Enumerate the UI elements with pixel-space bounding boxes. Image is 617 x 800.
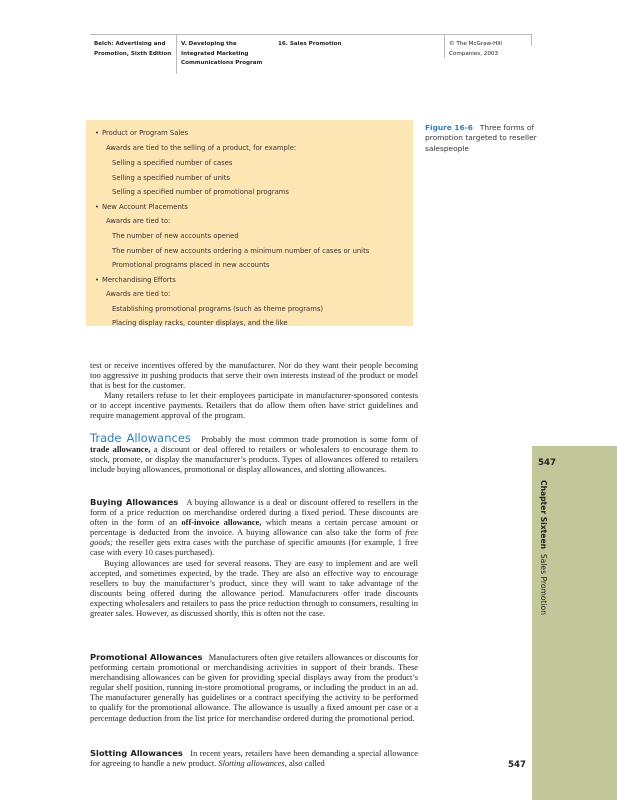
- subsection-heading: Buying Allowances: [90, 497, 179, 507]
- subsection-heading: Slotting Allowances: [90, 748, 183, 758]
- figure-subline: Selling a specified number of promotional programs: [112, 188, 289, 196]
- running-header: [90, 34, 532, 74]
- figure-bullet: • New Account Placements: [102, 203, 188, 211]
- header-chapter-title: 16. Sales Promotion: [278, 41, 342, 47]
- side-page-number: 547: [538, 458, 556, 468]
- section-heading: Trade Allowances: [90, 431, 191, 445]
- header-part-title: V. Developing the Integrated Marketing Communications Program: [176, 34, 274, 74]
- paragraph: test or receive incentives offered by the manufacturer. Nor do they want their people becoming too aggressive in pushing products that serve their own interests instead of the product or model that is best for the customer.: [90, 360, 418, 391]
- figure-label: Figure 16-6: [425, 123, 473, 132]
- trade-allowances-section: Trade Allowances Probably the most common trade promotion is some form of trade allowance, a discount or deal offered to retailers or wholesalers to encourage them to stock, promote, or display the manufacturer’s products. Types of allowances offered to retailers include buying allowances, promotional or display allowances, and slotting allowances.: [90, 431, 418, 475]
- emphasis: Slotting allowances,: [218, 758, 287, 769]
- page-number: 547: [508, 760, 526, 770]
- figure-subline: The number of new accounts opened: [112, 232, 239, 240]
- figure-line: Awards are tied to:: [106, 217, 171, 225]
- paragraph: Buying allowances are used for several reasons. They are easy to implement and are well accepted, and sometimes expected, by the trade. They are also an effective way to encourage resellers to buy the manufacturer’s product, since they will want to take advantage of the discounts being offered during the allowance period. Manufacturers offer trade discounts expecting wholesalers and retailers to pass the price reduction through to consumers, resulting in greater sales. However, as discussed shortly, this is often not the case.: [90, 557, 418, 619]
- buying-allowances-section: Buying Allowances A buying allowance is a deal or discount offered to resellers in the form of a price reduction on merchandise ordered during a fixed period. These discounts are often in the form of an off-invoice allowance, which means a certain percase amount or percentage is deducted from the invoice. A buying allowance can also take the form of free goods; the reseller gets extra cases with the purchase of specific amounts (for example, 1 free case with every 10 cases purchased). Buying allowances are used for several reasons. They are easy to implement and are well accepted, and sometimes expected, by the trade. They are also an effective way to encourage resellers to buy the manufacturer’s product, since they will want to take advantage of the discounts being offered during the allowance period. Manufacturers offer trade discounts expecting wholesalers and retailers to pass the price reduction through to consumers, resulting in greater sales. However, as discussed shortly, this is often not the case.: [90, 497, 419, 619]
- figure-bullet: • Merchandising Efforts: [102, 276, 176, 284]
- figure-subline: The number of new accounts ordering a minimum number of cases or units: [112, 247, 370, 255]
- body-text-top: [90, 360, 418, 421]
- key-term: off-invoice allowance,: [181, 517, 262, 528]
- figure-line: Awards are tied to the selling of a product, for example:: [106, 144, 297, 152]
- figure-caption-text: Three forms of promotion targeted to reseller salespeople: [425, 123, 537, 153]
- key-term: trade allowance,: [90, 444, 151, 455]
- header-copyright: © The McGraw-Hill Companies, 2003: [444, 34, 532, 58]
- figure-subline: Selling a specified number of cases: [112, 159, 233, 167]
- figure-bullet: • Product or Program Sales: [102, 129, 188, 137]
- paragraph: Many retailers refuse to let their employees participate in manufacturer-sponsored contests or to accept incentive payments. Retailers that do allow them often have strict guidelines and require management approval of the program.: [90, 390, 418, 421]
- figure-line: Awards are tied to:: [106, 290, 171, 298]
- header-book-title: Belch: Advertising and Promotion, Sixth Edition: [94, 41, 172, 57]
- emphasis: free goods;: [90, 527, 418, 548]
- figure-subline: Promotional programs placed in new accounts: [112, 261, 270, 269]
- figure-16-6-box: [86, 120, 413, 326]
- figure-subline: Placing display racks, counter displays, and the like: [112, 319, 288, 327]
- figure-caption: [425, 123, 537, 154]
- figure-subline: Selling a specified number of units: [112, 174, 230, 182]
- slotting-allowances-section: Slotting Allowances In recent years, retailers have been demanding a special allowance for agreeing to handle a new product. Slotting allowances, also called: [90, 748, 419, 769]
- subsection-heading: Promotional Allowances: [90, 652, 203, 662]
- side-chapter-label: Chapter Sixteen Sales Promotion: [539, 480, 548, 616]
- promotional-allowances-section: Promotional Allowances Manufacturers often give retailers allowances or discounts for performing certain promotional or merchandising activities in support of their brands. These merchandising allowances can be given for providing special displays away from the product’s regular shelf position, running in-store promotional programs, or including the product in an ad. The manufacturer generally has guidelines or a contract specifying the activity to be performed to qualify for the promotional allowance. The allowance is usually a fixed amount per case or a percentage deduction from the list price for merchandise ordered during the promotional period.: [90, 652, 418, 723]
- chapter-side-tab: [532, 446, 617, 800]
- figure-subline: Establishing promotional programs (such as theme programs): [112, 305, 324, 313]
